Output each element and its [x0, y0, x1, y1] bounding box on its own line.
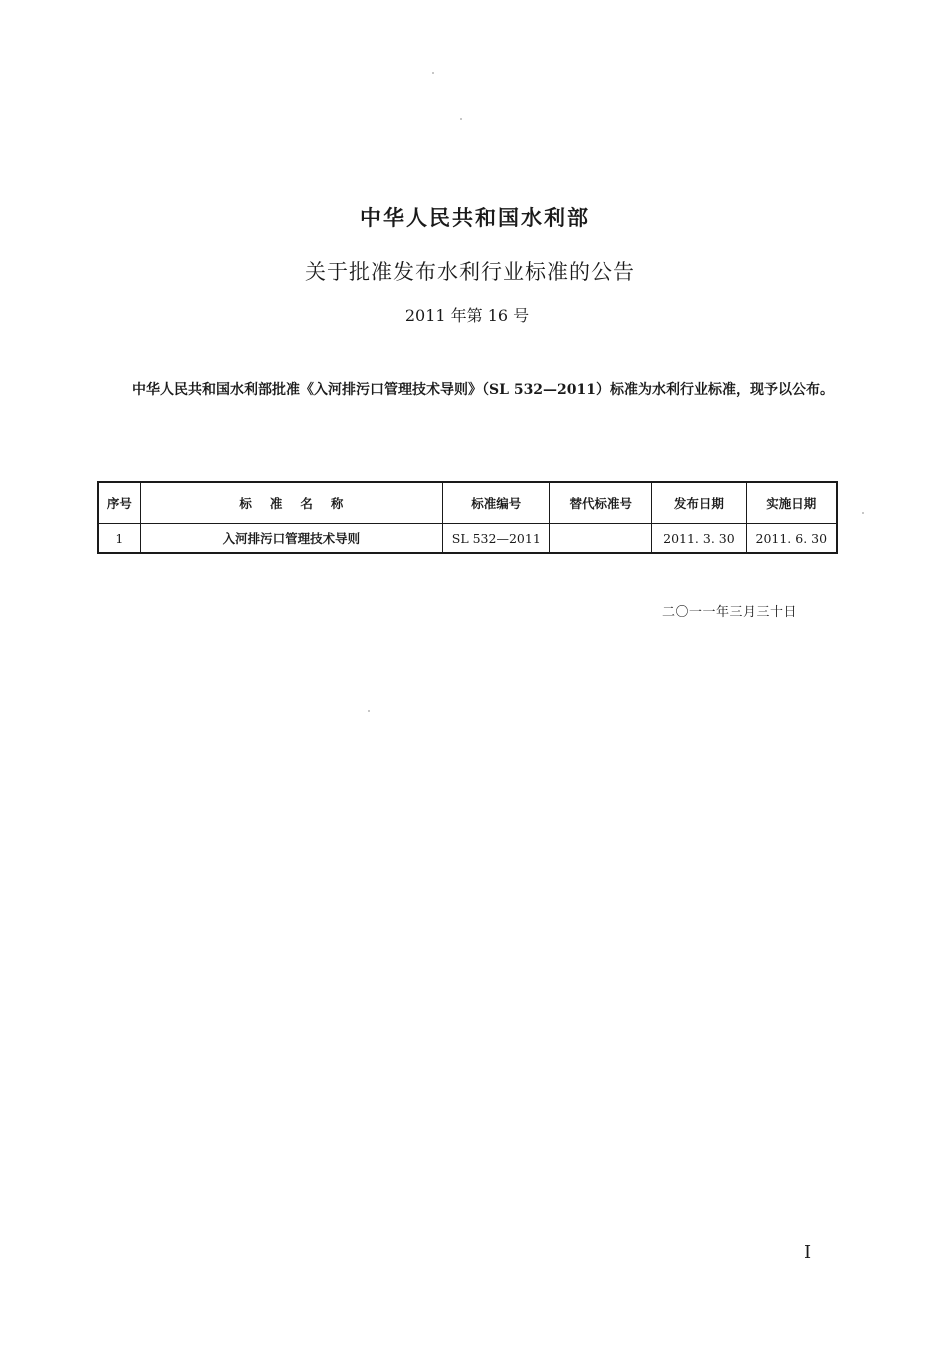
document-number: 2011 年第 16 号: [404, 306, 530, 325]
header-code: 标准编号: [443, 482, 550, 524]
header-no: 序号: [98, 482, 140, 524]
scan-speck: [432, 72, 434, 74]
header-name: [140, 482, 443, 524]
row-replaced: [550, 524, 652, 554]
header-name-label: 标准名称: [239, 496, 362, 511]
scan-speck: [368, 710, 370, 712]
row-implement-date: 2011. 6. 30: [746, 524, 837, 554]
ministry-title: 中华人民共和国水利部: [360, 205, 590, 230]
row-code: SL 532—2011: [443, 524, 550, 554]
row-no: 1: [98, 524, 140, 554]
scan-speck: [460, 118, 462, 120]
page-number: I: [804, 1242, 812, 1263]
announcement-paragraph: 中华人民共和国水利部批准《入河排污口管理技术导则》（SL 532—2011）标准为水利行业标准，现予以公布。: [132, 382, 835, 398]
row-name: 入河排污口管理技术导则: [140, 524, 443, 554]
table-header-row: [98, 482, 837, 524]
announcement-date: 二〇一一年三月三十日: [662, 605, 798, 620]
standards-table: [97, 481, 838, 554]
header-implement-date: 实施日期: [746, 482, 837, 524]
scan-speck: [862, 512, 864, 514]
table-row: [98, 524, 837, 554]
row-publish-date: 2011. 3. 30: [652, 524, 746, 554]
header-publish-date: 发布日期: [652, 482, 746, 524]
header-replaced: 替代标准号: [550, 482, 652, 524]
announcement-title: 关于批准发布水利行业标准的公告: [305, 260, 635, 284]
